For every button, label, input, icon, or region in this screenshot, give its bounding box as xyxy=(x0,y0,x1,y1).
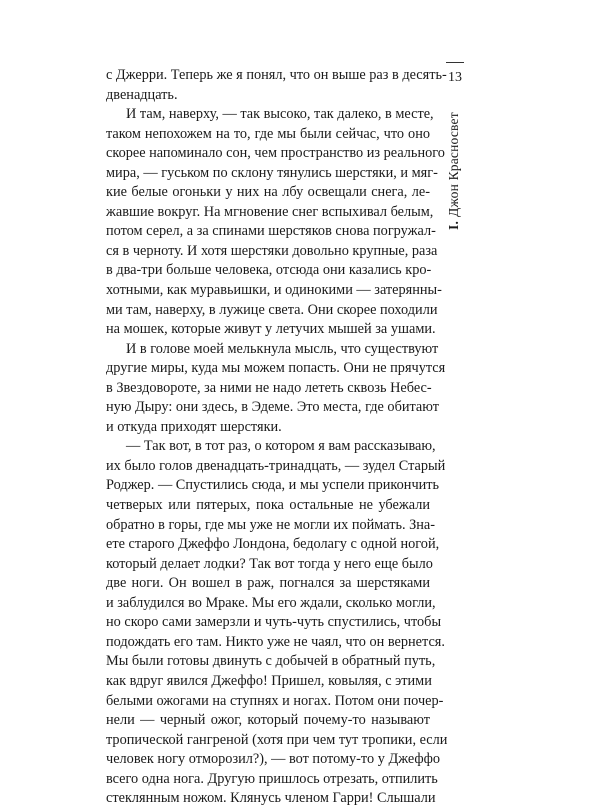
text-line: потом серел, а за спинами шерстяков снова погружал- xyxy=(106,223,436,240)
text-line: ете старого Джеффо Лондона, бедолагу с одной ногой, xyxy=(106,536,440,553)
text-line: их было голов двенадцать-тринадцать, — зудел Старый xyxy=(106,457,446,474)
text-line: ную Дыру: они здесь, в Эдеме. Это места, где обитают xyxy=(106,399,440,416)
text-line: подождать его там. Никто уже не чаял, что он вернется. xyxy=(106,633,445,650)
text-line: но скоро сами замерзли и чуть-чуть спустились, чтобы xyxy=(106,614,442,631)
text-line: таком непохожем на то, где мы были сейчас, что оно xyxy=(106,125,430,142)
text-line: — Так вот, в тот раз, о котором я вам рассказываю, xyxy=(126,438,436,455)
text-line: всего одна нога. Другую пришлось отрезать, отпилить xyxy=(106,770,438,787)
author-name: Джон Красносвет xyxy=(446,112,461,217)
text-line: ся в черноту. И хотя шерстяки довольно крупные, раза xyxy=(106,242,438,259)
text-line: в два-три больше человека, отсюда они казались кро- xyxy=(106,262,432,279)
text-line: и откуда приходят шерстяки. xyxy=(106,418,282,435)
margin-rule xyxy=(446,62,464,63)
text-line: тропической гангреной (хотя при чем тут тропики, если xyxy=(106,731,448,748)
text-line: ми там, наверху, в лужице света. Они скорее походили xyxy=(106,301,438,318)
text-line: нели — черный ожог, который почему-то называют xyxy=(106,712,430,729)
volume-number: I. xyxy=(446,220,461,230)
text-line: две ноги. Он вошел в раж, погнался за шерстяками xyxy=(106,575,430,592)
text-line: другие миры, куда мы можем попасть. Они не прячутся xyxy=(106,360,446,377)
text-line: на мошек, которые живут у летучих мышей за ушами. xyxy=(106,321,436,338)
text-line: Роджер. — Спустились сюда, и мы успели прикончить xyxy=(106,477,440,494)
text-line: белыми ожогами на ступнях и ногах. Потом они почер- xyxy=(106,692,444,709)
page-number: 13 xyxy=(448,70,462,85)
text-line: И там, наверху, — так высоко, так далеко, в месте, xyxy=(126,106,434,123)
text-line: стеклянным ножом. Клянусь членом Гарри! Слышали xyxy=(106,790,436,807)
running-head xyxy=(446,100,466,230)
text-line: мира, — гуськом по склону тянулись шерстяки, и мяг- xyxy=(106,164,438,181)
text-line: в Звездовороте, за ними не надо лететь сквозь Небес- xyxy=(106,379,432,396)
text-line: хотными, как муравьишки, и одинокими — затерянны- xyxy=(106,282,442,299)
text-line: обратно в горы, где мы уже не могли их поймать. Зна- xyxy=(106,516,436,533)
text-line: И в голове моей мелькнула мысль, что существуют xyxy=(126,340,439,357)
body-text xyxy=(106,66,448,809)
text-line: четверых или пятерых, пока остальные не убежали xyxy=(106,497,430,514)
text-line: двенадцать. xyxy=(106,86,178,103)
text-line: как вдруг явился Джеффо! Пришел, ковыляя, с этими xyxy=(106,672,432,689)
text-line: который делает лодки? Так вот тогда у него еще было xyxy=(106,555,433,572)
text-line: и заблудился во Мраке. Мы его ждали, сколько могли, xyxy=(106,594,436,611)
text-line: человек ногу отморозил?), — вот потому-то у Джеффо xyxy=(106,751,440,768)
text-line: жавшие вокруг. На мгновение снег вспыхивал белым, xyxy=(106,203,434,220)
text-line: Мы были готовы двинуть с добычей в обратный путь, xyxy=(106,653,436,670)
text-line: с Джерри. Теперь же я понял, что он выше раз в десять- xyxy=(106,67,447,83)
text-line: скорее напоминало сон, чем пространство из реального xyxy=(106,145,445,162)
text-line: кие белые огоньки у них на лбу освещали снега, ле- xyxy=(106,184,430,201)
